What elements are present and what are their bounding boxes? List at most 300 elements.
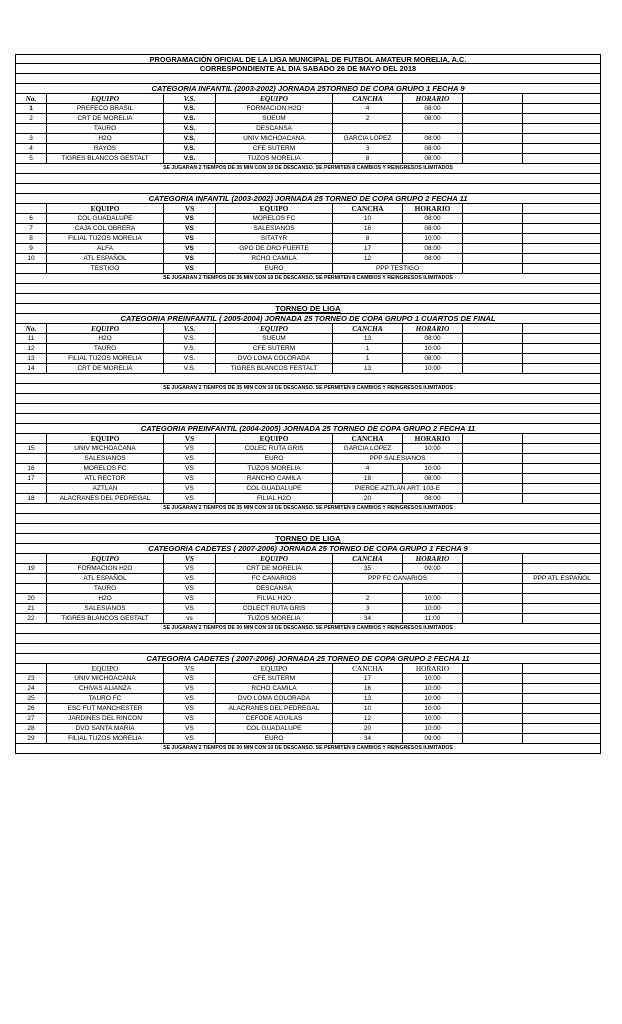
home-team: H2O (47, 594, 164, 603)
time: 10:00 (403, 464, 463, 473)
header-cell (523, 94, 601, 103)
time: 08:00 (403, 494, 463, 503)
away-team: EURO (216, 734, 333, 743)
match-number: 24 (16, 684, 47, 693)
home-team: H2O (47, 134, 164, 143)
extra (463, 604, 523, 613)
vs-label: VS (164, 694, 216, 703)
home-team: TAURO (47, 584, 164, 593)
away-team: RCHO CAMILA (216, 254, 333, 263)
home-team: COL GUADALUPE (47, 214, 164, 223)
table-row (15, 474, 601, 484)
home-team: TIGRES BLANCOS GESTALT (47, 154, 164, 163)
extra (463, 584, 523, 593)
extra (463, 574, 523, 583)
away-team: GPO DE ORO FUERTE (216, 244, 333, 253)
remark (523, 674, 601, 683)
table-row (15, 134, 601, 144)
extra (463, 714, 523, 723)
match-number: 20 (16, 594, 47, 603)
time: 08:00 (403, 354, 463, 363)
away-team: TIGRES BLANCOS FESTALT (216, 364, 333, 373)
header-cell: EQUIPO (216, 324, 333, 333)
table-row (15, 144, 601, 154)
away-team: SUEUM (216, 334, 333, 343)
remark (523, 264, 601, 273)
extra (463, 694, 523, 703)
match-number: 26 (16, 704, 47, 713)
extra (463, 114, 523, 123)
remark (523, 124, 601, 133)
header-cell (16, 434, 47, 443)
header-cell: CANCHA (333, 324, 403, 333)
home-team: H2O (47, 334, 164, 343)
time: 08:00 (403, 134, 463, 143)
remark (523, 144, 601, 153)
match-number: 8 (16, 234, 47, 243)
header-cell (16, 554, 47, 563)
extra (463, 134, 523, 143)
document-title: PROGRAMACIÓN OFICIAL DE LA LIGA MUNICIPAL DE FUTBOL AMATEUR MORELIA, A.C. (15, 54, 601, 64)
field: PPP FC CANARIOS (333, 574, 463, 583)
extra (463, 334, 523, 343)
rules-note: SE JUGARAN 2 TIEMPOS DE 30 MIN CON 10 DE DESCANSO. SE PERMITEN 8 CAMBIOS Y REINGRESOS ILIMITADOS (15, 744, 601, 754)
extra (463, 594, 523, 603)
time: 08:00 (403, 144, 463, 153)
extra (463, 104, 523, 113)
match-number: 18 (16, 494, 47, 503)
field: 17 (333, 244, 403, 253)
header-cell: HORARIO (403, 664, 463, 673)
vs-label: V.S. (164, 124, 216, 133)
header-cell: EQUIPO (216, 94, 333, 103)
time: 10:00 (403, 594, 463, 603)
header-cell: EQUIPO (216, 204, 333, 213)
header-cell (16, 664, 47, 673)
home-team: SALESIANOS (47, 454, 164, 463)
time: 08:00 (403, 104, 463, 113)
home-team: ATL ESPAÑOL (47, 574, 164, 583)
rules-note: SE JUGARAN 2 TIEMPOS DE 35 MIN CON 10 DE DESCANSO. SE PERMITEN 8 CAMBIOS Y REINGRESOS ILIMITADOS (15, 384, 601, 394)
table-row (15, 234, 601, 244)
header-cell: EQUIPO (216, 434, 333, 443)
table-row (15, 694, 601, 704)
category-title: CATEGORIA CADETES ( 2007-2006) JORNADA 25 TORNEO DE COPA GRUPO 2 FECHA 11 (15, 654, 601, 664)
time: 10:00 (403, 344, 463, 353)
vs-label: V.S. (164, 144, 216, 153)
remark (523, 214, 601, 223)
blank-row (15, 414, 601, 424)
vs-label: VS (164, 594, 216, 603)
field: 16 (333, 224, 403, 233)
field: 12 (333, 714, 403, 723)
time (403, 584, 463, 593)
vs-label: VS (164, 464, 216, 473)
field: 35 (333, 564, 403, 573)
home-team: JARDINES DEL RINCON (47, 714, 164, 723)
remark (523, 464, 601, 473)
remark (523, 474, 601, 483)
away-team: FILIAL H2O (216, 494, 333, 503)
away-team: SITATYR (216, 234, 333, 243)
home-team: TAURO (47, 344, 164, 353)
table-row (15, 684, 601, 694)
remark (523, 694, 601, 703)
time: 10:00 (403, 714, 463, 723)
away-team: CEFODE AGUILAS (216, 714, 333, 723)
extra (463, 734, 523, 743)
table-row (15, 124, 601, 134)
field: 3 (333, 604, 403, 613)
remark (523, 734, 601, 743)
vs-label: VS (164, 474, 216, 483)
remark (523, 334, 601, 343)
header-cell: No. (16, 324, 47, 333)
match-number: 2 (16, 114, 47, 123)
header-cell: HORARIO (403, 204, 463, 213)
field: PIERDE AZTLAN ART. 103-E (333, 484, 463, 493)
table-header-row (15, 204, 601, 214)
time: 08:00 (403, 474, 463, 483)
header-cell: HORARIO (403, 94, 463, 103)
home-team: TAURO (47, 124, 164, 133)
extra (463, 214, 523, 223)
remark (523, 684, 601, 693)
away-team: CRT DE MORELIA (216, 564, 333, 573)
header-cell: HORARIO (403, 324, 463, 333)
away-team: TUZOS MORELIA (216, 154, 333, 163)
time: 10:00 (403, 234, 463, 243)
table-row (15, 614, 601, 624)
table-header-row (15, 554, 601, 564)
header-cell: VS (164, 434, 216, 443)
time: 08:00 (403, 214, 463, 223)
match-number: 15 (16, 444, 47, 453)
remark (523, 484, 601, 493)
match-number: 17 (16, 474, 47, 483)
blank-row (15, 374, 601, 384)
match-number: 12 (16, 344, 47, 353)
match-number (16, 264, 47, 273)
match-number: 10 (16, 254, 47, 263)
field: 17 (333, 674, 403, 683)
time (403, 124, 463, 133)
field: 8 (333, 234, 403, 243)
extra (463, 224, 523, 233)
home-team: TAURO FC (47, 694, 164, 703)
vs-label: V.S. (164, 344, 216, 353)
remark (523, 134, 601, 143)
home-team: CRT DE MORELIA (47, 364, 164, 373)
extra (463, 724, 523, 733)
remark: PPP ATL ESPAÑOL (533, 575, 591, 582)
header-cell (463, 554, 523, 563)
match-number: 25 (16, 694, 47, 703)
home-team: FORMACION H2O (47, 564, 164, 573)
field: GARCIA LOPEZ (333, 134, 403, 143)
extra (463, 264, 523, 273)
table-row (15, 714, 601, 724)
rules-note: SE JUGARAN 2 TIEMPOS DE 30 MIN CON 10 DE DESCANSO. SE PERMITEN 8 CAMBIOS Y REINGRESOS ILIMITADOS (15, 624, 601, 634)
header-cell (523, 324, 601, 333)
home-team: MORELOS FC (47, 464, 164, 473)
remark (523, 494, 601, 503)
schedule-sheet (15, 54, 601, 754)
time: 11:00 (403, 614, 463, 623)
header-cell (463, 324, 523, 333)
match-number: 19 (16, 564, 47, 573)
table-row (15, 494, 601, 504)
extra (463, 494, 523, 503)
header-cell (523, 664, 601, 673)
header-cell: HORARIO (403, 434, 463, 443)
vs-label: vs (164, 614, 216, 623)
field: 1 (333, 344, 403, 353)
time: 08:00 (403, 114, 463, 123)
table-row (15, 484, 601, 494)
vs-label: VS (164, 584, 216, 593)
match-number: 7 (16, 224, 47, 233)
blank-row (15, 634, 601, 644)
extra (463, 444, 523, 453)
away-team: EURO (216, 264, 333, 273)
home-team: CAJA COL OBRERA (47, 224, 164, 233)
away-team: COL GUADALUPE (216, 484, 333, 493)
extra (463, 154, 523, 163)
vs-label: V.S. (164, 134, 216, 143)
field: 18 (333, 474, 403, 483)
vs-label: VS (164, 214, 216, 223)
away-team: COLECT RUTA GRIS (216, 604, 333, 613)
table-row (15, 214, 601, 224)
home-team: CRT DE MORELIA (47, 114, 164, 123)
table-row (15, 254, 601, 264)
header-cell: VS (164, 204, 216, 213)
field: 1 (333, 354, 403, 363)
header-cell: EQUIPO (47, 204, 164, 213)
header-cell (523, 204, 601, 213)
header-cell (463, 664, 523, 673)
away-team: SUEUM (216, 114, 333, 123)
match-number: 6 (16, 214, 47, 223)
remark (523, 444, 601, 453)
time: 08:00 (403, 244, 463, 253)
away-team: DVO LOMA COLORADA (216, 354, 333, 363)
away-team: MORELOS FC (216, 214, 333, 223)
remark (523, 154, 601, 163)
blank-row (15, 524, 601, 534)
table-row (15, 574, 601, 584)
match-number: 14 (16, 364, 47, 373)
remark (523, 234, 601, 243)
header-cell: EQUIPO (47, 554, 164, 563)
header-cell (463, 94, 523, 103)
remark (523, 604, 601, 613)
match-number: 16 (16, 464, 47, 473)
header-cell: CANCHA (333, 94, 403, 103)
time: 10:00 (403, 704, 463, 713)
header-cell (523, 554, 601, 563)
table-row (15, 104, 601, 114)
match-number (16, 454, 47, 463)
vs-label: V.S. (164, 104, 216, 113)
category-title: CATEGORIA PREINFANTIL ( 2005-2004) JORNADA 25 TORNEO DE COPA GRUPO 1 CUARTOS DE FINAL (15, 314, 601, 324)
time: 10:00 (403, 674, 463, 683)
match-number: 3 (16, 134, 47, 143)
away-team: ALACRANES DEL PEDREGAL (216, 704, 333, 713)
remark (523, 454, 601, 463)
home-team: UNIV MICHOACANA (47, 444, 164, 453)
time: 10:00 (403, 694, 463, 703)
table-row (15, 264, 601, 274)
time: 09:00 (403, 734, 463, 743)
table-header-row (15, 324, 601, 334)
category-title: CATEGORIA INFANTIL (2003-2002) JORNADA 25 TORNEO DE COPA GRUPO 2 FECHA 11 (15, 194, 601, 204)
blank-row (15, 394, 601, 404)
vs-label: VS (164, 684, 216, 693)
time: 10:00 (403, 724, 463, 733)
match-number: 1 (16, 104, 47, 113)
table-row (15, 444, 601, 454)
vs-label: VS (164, 234, 216, 243)
section-5 (15, 514, 601, 634)
vs-label: V.S. (164, 114, 216, 123)
time: 10:00 (403, 364, 463, 373)
vs-label: VS (164, 724, 216, 733)
away-team: CFE SUTERM (216, 674, 333, 683)
field (333, 124, 403, 133)
header-cell: V.S. (164, 324, 216, 333)
remark (523, 704, 601, 713)
home-team: ATL RECTOR (47, 474, 164, 483)
header-cell (463, 434, 523, 443)
field: 2 (333, 594, 403, 603)
header-cell: EQUIPO (47, 434, 164, 443)
remark (523, 584, 601, 593)
section-1 (15, 74, 601, 174)
home-team: UNIV MICHOACANA (47, 674, 164, 683)
match-number (16, 124, 47, 133)
header-cell (523, 434, 601, 443)
rules-note: SE JUGARAN 2 TIEMPOS DE 35 MIN CON 10 DE DESCANSO. SE PERMITEN 8 CAMBIOS Y REINGRESOS ILIMITADOS (15, 504, 601, 514)
table-row (15, 564, 601, 574)
vs-label: VS (164, 264, 216, 273)
home-team: TIGRES BLANCOS GESTALT (47, 614, 164, 623)
extra (463, 484, 523, 493)
table-row (15, 114, 601, 124)
extra (463, 684, 523, 693)
table-header-row (15, 664, 601, 674)
remark (523, 564, 601, 573)
field: 13 (333, 334, 403, 343)
table-header-row (15, 434, 601, 444)
table-row (15, 704, 601, 714)
extra (463, 124, 523, 133)
away-team: RCHO CAMILA (216, 684, 333, 693)
vs-label: VS (164, 734, 216, 743)
time: 08:00 (403, 254, 463, 263)
away-team: CFE SUTERM (216, 344, 333, 353)
document-subtitle: CORRESPONDIENTE AL DIA SABADO 26 DE MAYO DEL 2018 (15, 64, 601, 74)
field: 34 (333, 734, 403, 743)
time: 08:00 (403, 224, 463, 233)
table-row (15, 464, 601, 474)
away-team: TUZOS MORELIA (216, 614, 333, 623)
blank-row (15, 284, 601, 294)
field (333, 584, 403, 593)
home-team: CHIVAS ALIANZA (47, 684, 164, 693)
away-team: SALESIANOS (216, 224, 333, 233)
away-team: FC CANARIOS (216, 574, 333, 583)
away-team: FORMACION H2O (216, 104, 333, 113)
category-title: CATEGORIA CADETES ( 2007-2006) JORNADA 25 TORNEO DE COPA GRUPO 1 FECHA 9 (15, 544, 601, 554)
section-3 (15, 284, 601, 394)
home-team: DVO SANTA MARIA (47, 724, 164, 733)
home-team: FILIAL TUZOS MORELIA (47, 234, 164, 243)
vs-label: VS (164, 564, 216, 573)
field: 20 (333, 494, 403, 503)
home-team: RAYOS (47, 144, 164, 153)
table-row (15, 364, 601, 374)
match-number: 22 (16, 614, 47, 623)
home-team: ALFA (47, 244, 164, 253)
extra (463, 454, 523, 463)
header-cell: CANCHA (333, 434, 403, 443)
extra (463, 464, 523, 473)
match-number (16, 484, 47, 493)
section-banner: TORNEO DE LIGA (15, 534, 601, 544)
field: 3 (333, 144, 403, 153)
time: 10:00 (403, 444, 463, 453)
match-number: 11 (16, 334, 47, 343)
blank-row (15, 174, 601, 184)
vs-label: VS (164, 444, 216, 453)
field: 2 (333, 114, 403, 123)
remark (523, 614, 601, 623)
header-cell: CANCHA (333, 664, 403, 673)
table-row (15, 154, 601, 164)
remark (523, 244, 601, 253)
vs-label: VS (164, 604, 216, 613)
table-row (15, 344, 601, 354)
table-row (15, 584, 601, 594)
field: 34 (333, 614, 403, 623)
field: 13 (333, 364, 403, 373)
away-team: RANCHO CAMILA (216, 474, 333, 483)
sections-container (15, 74, 601, 754)
field: 10 (333, 214, 403, 223)
blank-row (15, 644, 601, 654)
table-row (15, 724, 601, 734)
blank-row (15, 74, 601, 84)
vs-label: VS (164, 244, 216, 253)
match-number: 13 (16, 354, 47, 363)
blank-row (15, 514, 601, 524)
away-team: UNIV MICHOACANA (216, 134, 333, 143)
field: 20 (333, 724, 403, 733)
header-cell: EQUIPO (216, 554, 333, 563)
away-team: FILIAL H2O (216, 594, 333, 603)
remark (523, 104, 601, 113)
vs-label: VS (164, 224, 216, 233)
match-number: 4 (16, 144, 47, 153)
home-team: ESC FUT MANCHESTER (47, 704, 164, 713)
field: PPP TESTIGO (333, 264, 463, 273)
remark (523, 344, 601, 353)
away-team: DVO LOMA COLORADA (216, 694, 333, 703)
header-cell: EQUIPO (47, 324, 164, 333)
header-cell: No. (16, 94, 47, 103)
